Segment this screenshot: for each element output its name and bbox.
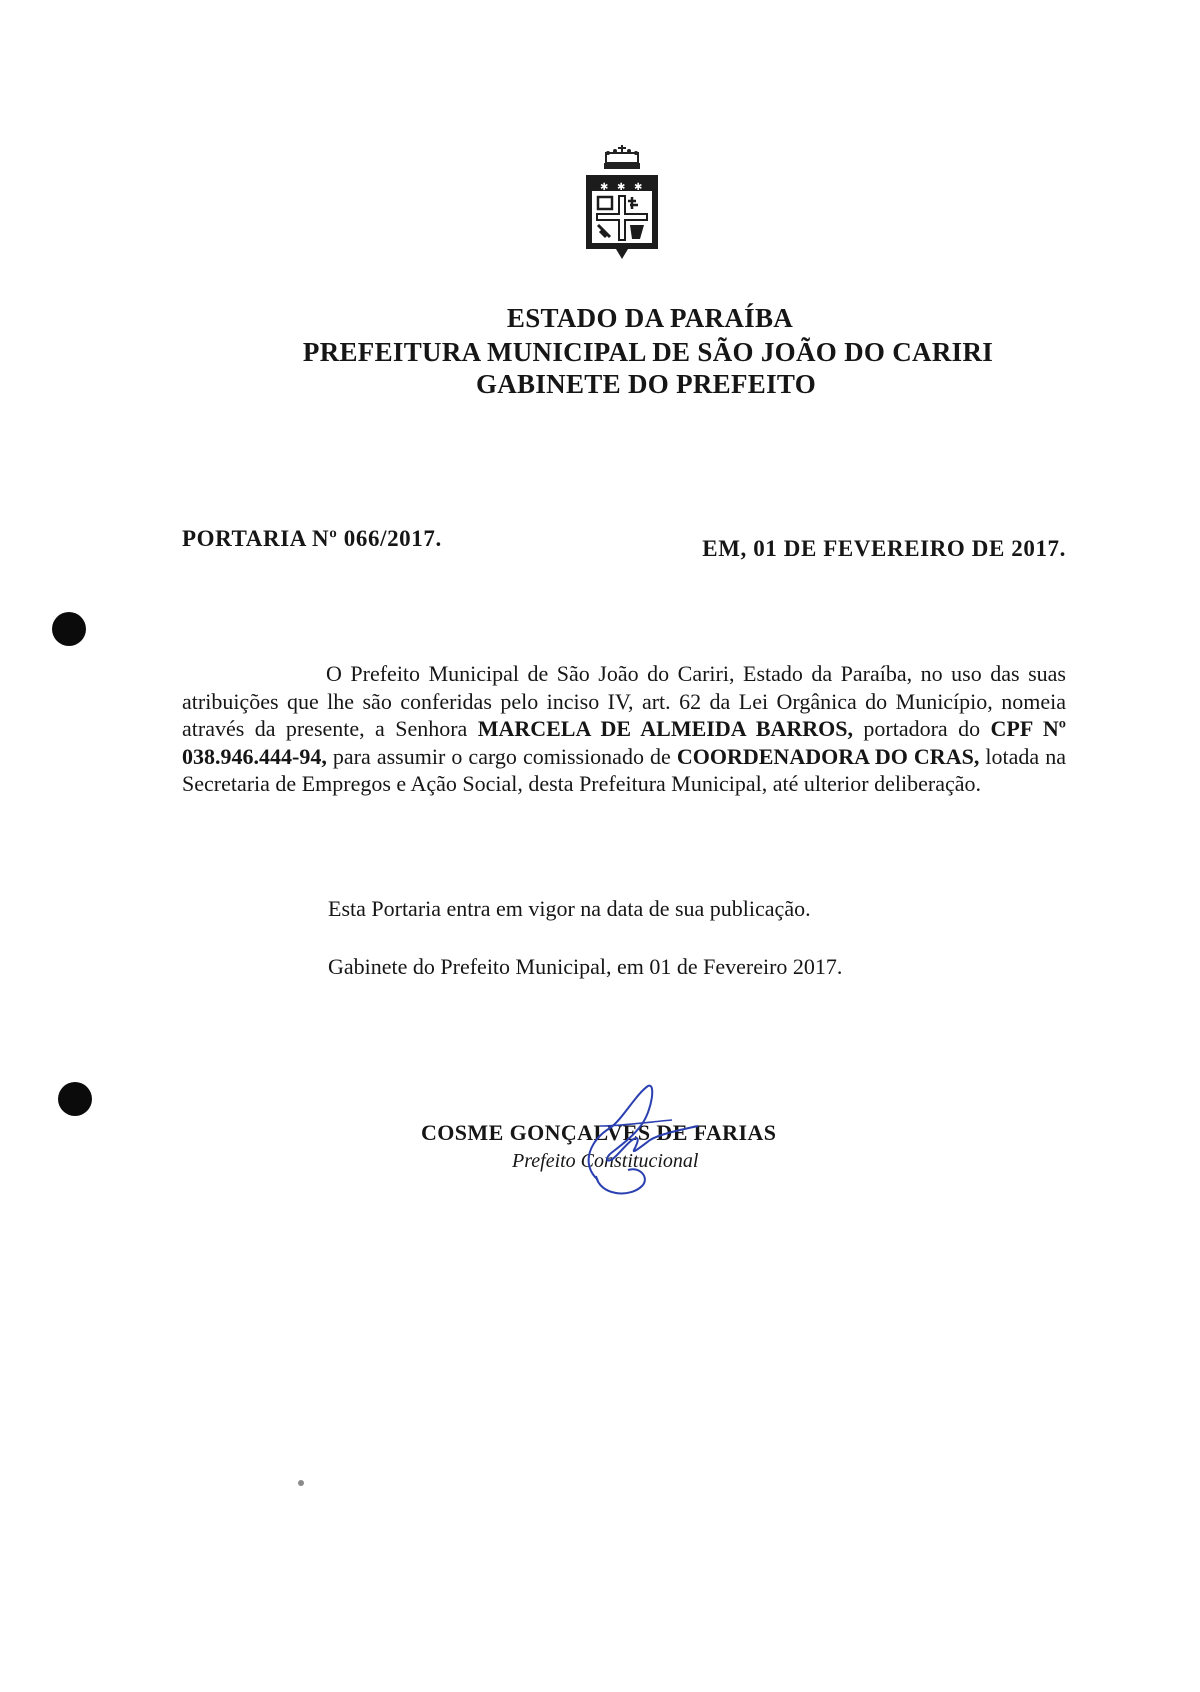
body-text-1: O Prefeito Municipal de São João do Cariri, Estado da Paraíba, no uso das suas atribuições que lhe são conferidas pelo inciso IV, art. 62 da Lei Orgânica do Município, nomeia através da presente, a Senhora [182,661,1066,741]
header-state: ESTADO DA PARAÍBA [506,303,794,333]
body-text-3: para assumir o cargo comissionado de [326,743,677,769]
body-paragraph [182,660,1066,798]
header-office: GABINETE DO PREFEITO [475,369,817,399]
svg-text:✱: ✱ [634,182,643,193]
body-text-4: lotada na Secretaria de Empregos e Ação Social, desta Prefeitura Municipal, até ulterior deliberação. [182,743,1066,796]
header-municipality: PREFEITURA MUNICIPAL DE SÃO JOÃO DO CARIRI [302,337,994,367]
body-text-2: portadora do [853,716,991,741]
appointee-role: COORDENADORA DO CRAS, [676,743,980,769]
handwritten-signature [560,1080,710,1200]
scan-speck [298,1480,304,1486]
svg-text:✱: ✱ [600,182,609,193]
closing-place-date: Gabinete do Prefeito Municipal, em 01 de Fevereiro 2017. [328,954,843,979]
punch-hole [52,612,86,646]
signer-name: COSME GONÇALVES DE FARIAS [421,1120,777,1145]
signer-title: Prefeito Constitucional [512,1150,699,1172]
punch-hole [58,1082,92,1116]
svg-text:✱: ✱ [617,182,626,193]
portaria-number: PORTARIA Nº 066/2017. [182,526,442,551]
effective-statement: Esta Portaria entra em vigor na data de sua publicação. [328,896,811,921]
coat-of-arms-icon [578,145,666,261]
appointee-name: MARCELA DE ALMEIDA BARROS, [477,716,853,741]
document-date: EM, 01 DE FEVEREIRO DE 2017. [702,536,1066,561]
appointee-cpf: CPF Nº 038.946.444-94, [182,716,1066,769]
